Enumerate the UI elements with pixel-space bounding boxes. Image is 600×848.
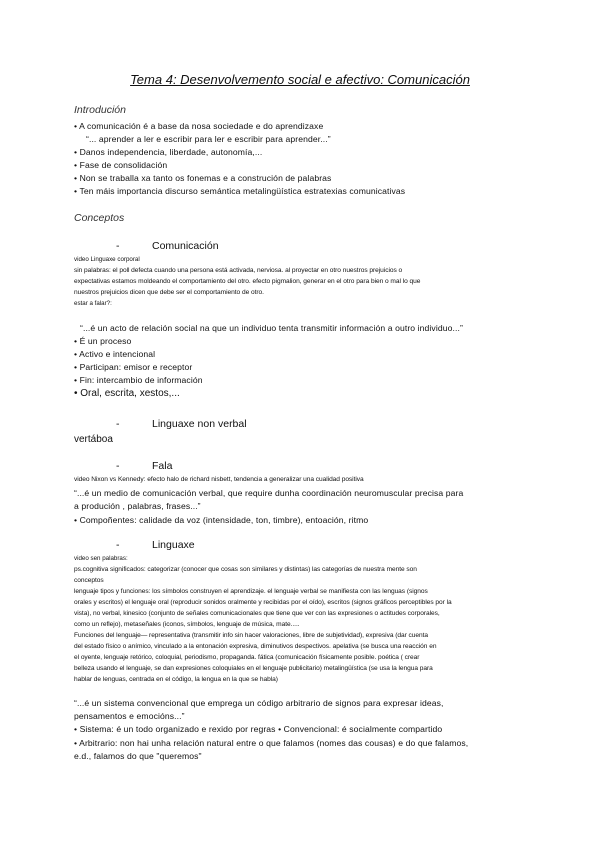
intro-line: • Danos independencia, liberdade, autonomía,... [74,147,263,157]
note-line: ps.cognitiva significados: categorizar (conocer que cosas son similares y distintas) las categorías de nuestra mente son [74,566,417,573]
intro-line: • Fase de consolidación [74,160,168,170]
body-line: “...é un acto de relación social na que un individuo tenta transmitir información a outro individuo...” [80,323,463,333]
note-line: sin palabras: el poll defecta cuando una persona está activada, nerviosa. al proyectar en otro nuestros prejuicios o [74,267,403,274]
body-line: e.d., falamos do que "queremos" [74,751,202,761]
body-line: pensamentos e emocións...” [74,711,185,721]
note-line: Funciones del lenguaje— representativa (transmitir info sin hacer valoraciones, libre de subjetividad), expresiva (dar cuenta [74,632,429,639]
note-line: conceptos [74,577,104,584]
linguaxe-heading [116,539,195,551]
body-line: • Compoñentes: calidade da voz (intensidade, ton, timbre), entoación, ritmo [74,515,369,525]
note-line: lenguaje tipos y funciones: los símbolos construyen el aprendizaje. el lenguaje verbal se manifiesta con las lenguas (signos [74,588,428,595]
non-verbal-title: Linguaxe non verbal [152,418,247,430]
note-line: del estado físico o anímico, vinculado a la entonación expresiva, diminutivos despectivos. apelativa (se busca una reacción en [74,643,437,650]
note-line: hablar de lenguas, centrada en el código, la lengua en la que se habla) [74,676,278,683]
comunicacion-title: Comunicación [152,240,219,252]
conceptos-heading: Conceptos [74,212,125,224]
note-line: video sen palabras: [74,555,128,562]
introducion-heading: Introdución [74,104,126,116]
list-dash: - [116,418,120,430]
note-line: expectativas estamos moldeando el comportamiento del otro. efecto pigmalion, generar en el otro para bien o mal lo que [74,278,421,285]
body-line: • Sistema: é un todo organizado e rexido por regras • Convencional: é socialmente compartido [74,724,443,734]
non-verbal-note: vertáboa [74,434,113,445]
list-dash: - [116,460,120,472]
note-line: el oyente, lenguaje retórico, coloquial, periodismo, propaganda. fática (comunicación físicamente posible. poética ( crear [74,654,420,661]
body-line: • Fin: intercambio de información [74,375,203,385]
linguaxe-title: Linguaxe [152,539,195,551]
note-line: nuestros prejuicios dicen que debe ser el comportamiento de otro. [74,289,264,296]
note-line: estar a falar?: [74,300,112,307]
intro-line: • Non se traballa xa tanto os fonemas e a construción de palabras [74,173,332,183]
body-line: • Participan: emisor e receptor [74,362,193,372]
list-dash: - [116,539,120,551]
note-line: como un reflejo), metaseñales (iconos, símbolos, lenguaje de música, mate..... [74,621,300,628]
note-line: video Linguaxe corporal [74,256,140,263]
body-line: “...é un medio de comunicación verbal, que require dunha coordinación neuromuscular precisa para [74,488,464,498]
note-line: vista), no verbal, kinesico (conjunto de señales comunicacionales que tiene que ver con las expresiones o actitudes corporales, [74,610,440,617]
list-dash: - [116,240,120,252]
body-line: • É un proceso [74,336,132,346]
fala-title: Fala [152,460,173,472]
non-verbal-heading [116,418,247,430]
note-line: orales y escritos) el lenguaje oral (reproducir sonidos oralmente y recibidas por el oído), escritos (signos gráficos perceptibles por la [74,599,452,606]
fala-heading [116,460,172,472]
body-line: a produción , palabras, frases...” [74,501,201,511]
body-line: • Activo e intencional [74,349,156,359]
intro-line: • Ten máis importancia discurso semántica metalingüística estratexias comunicativas [74,186,406,196]
body-line: • Arbitrario: non hai unha relación natural entre o que falamos (nomes das cousas) e do que falamos, [74,738,469,748]
page-title: Tema 4: Desenvolvemento social e afectivo: Comunicación [130,72,470,87]
comunicacion-heading [116,240,219,252]
note-line: belleza usando el lenguaje, se dan expresiones coloquiales en el lenguaje publicitario) metalingüística (se usa la lengua para [74,665,433,672]
intro-line: • A comunicación é a base da nosa sociedade e do aprendizaxe [74,121,324,131]
body-line: • Oral, escrita, xestos,... [74,388,180,399]
body-line: “...é un sistema convencional que emprega un código arbitrario de signos para expresar ideas, [74,698,444,708]
note-line: video Nixon vs Kennedy: efecto halo de richard nisbett, tendencia a generalizar una cualidad positiva [74,476,364,483]
intro-line: “... aprender a ler e escribir para ler e escribir para aprender...” [86,134,331,144]
